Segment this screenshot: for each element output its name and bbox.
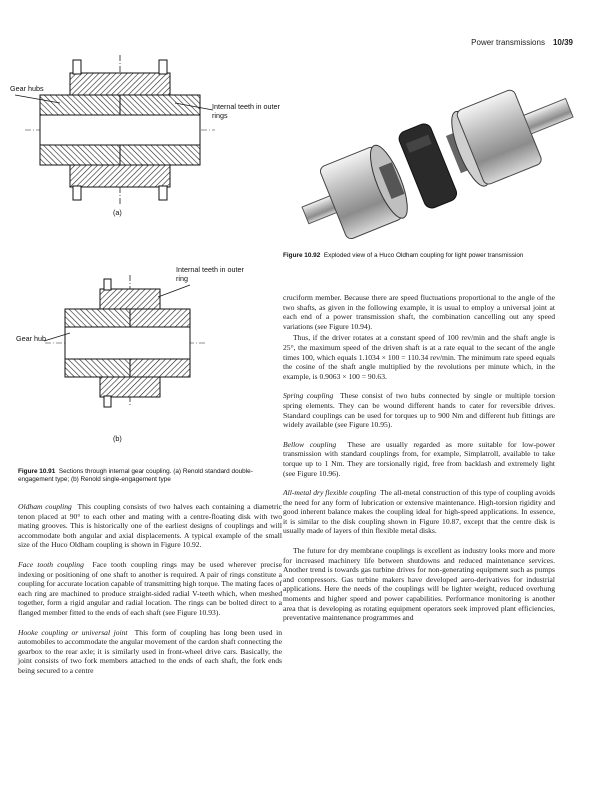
- caption-figure-10-92: [283, 252, 553, 260]
- caption-number: Figure 10.92: [283, 252, 321, 259]
- caption-figure-10-91: [18, 468, 280, 484]
- figure-10-91b-drawing: [40, 275, 210, 410]
- paragraph-cruciform: cruciform member. Because there are speed fluctuations proportional to the angle of the two shafts, as given in the following example, it is usual to employ a universal joint at each end of a power transmission shaft, the combination cancelling out any speed variations (see Figure 10.94).: [283, 293, 555, 331]
- paragraph-face-tooth: [18, 560, 282, 618]
- left-column: [18, 502, 282, 686]
- paragraph-text: These are usually regarded as more suitable for low-power transmission with standard couplings from, for example, Simplatroll, available to take torque up to 1 Nm. They are torsionally rigid, free from backlash and extremely light (see Figure 10.96).: [283, 439, 556, 478]
- running-header: [471, 38, 573, 47]
- caption-text: Exploded view of a Huco Oldham coupling for light power transmission: [323, 252, 524, 259]
- paragraph-text: These consist of two hubs connected by single or multiple torsion spring elements. They can be wound different hands to cater for reversible drives. Standard couplings can be used for torques up to 900 Nm and different hub fittings are widely available (see Figure 10.95).: [283, 391, 556, 430]
- run-in-heading: Face tooth coupling: [18, 559, 84, 569]
- subfigure-label-b: (b): [113, 434, 122, 443]
- run-in-heading: Oldham coupling: [18, 502, 72, 511]
- label-internal-teeth-a: Internal teeth in outer rings: [212, 102, 280, 120]
- paragraph-all-metal: [283, 488, 555, 536]
- label-gear-hubs: Gear hubs: [10, 84, 44, 93]
- paragraph-example: Thus, if the driver rotates at a constant speed of 100 rev/min and the shaft angle is 25°, the maximum speed of the driven shaft is at a rate equal to the secant of the angle times 100, which equals 1.1034 × 100 = 110.34 rev/min. The minimum rate speed equals the cosine of the shaft angle multiplied by the revolutions per minute which, in the example, is 0.9063 × 100 = 90.63.: [283, 333, 555, 381]
- figure-10-91a-drawing: [15, 55, 225, 210]
- caption-text: Sections through internal gear coupling. (a) Renold standard double-engagement type; (b) Renold single-engagement type: [18, 468, 253, 484]
- figure-10-92-photo: [280, 55, 580, 245]
- paragraph-text: Face tooth coupling rings may be used wherever precise indexing or positioning of one shaft to another is required. A pair of rings constitute a coupling for accurate location capable of transmitting high torque. The mating faces of each ring are machined to produce straight-sided radial V-teeth which, when meshed together, form a rigid angular and radial location. The rings can be bolted direct to a flanged member fitted to the ends of each shaft (see Figure 10.93).: [18, 559, 282, 617]
- paragraph-text: The all-metal construction of this type of coupling avoids the need for any form of lubrication or extensive maintenance. High-torsion rigidity and good inherent balance makes the coupling ideal for high-speed applications. In essence, it is similar to the disk coupling shown in Figure 10.87, except that the centre disk is usually made of layers of thin flexible metal disks.: [283, 488, 556, 536]
- paragraph-text: This coupling consists of two halves each containing a diametric tenon placed at 90° to each other and mating with a centre-floating disk with two mating grooves. This is historically one of the earliest designs of couplings and will accommodate both angular and axial displacements. A typical example of the small size of the Huco Oldham coupling is shown in Figure 10.92.: [18, 502, 282, 550]
- run-in-heading: Hooke coupling or universal joint: [18, 627, 128, 637]
- caption-number: Figure 10.91: [18, 468, 56, 475]
- paragraph-spring: [283, 391, 555, 429]
- paragraph-oldham: [18, 502, 282, 550]
- paragraph-hooke: [18, 628, 282, 676]
- run-in-heading: Bellow coupling: [283, 439, 337, 449]
- paragraph-bellow: [283, 440, 555, 478]
- paragraph-text: This form of coupling has long been used in automobiles to accommodate the angular movement of the cardon shaft connecting the gearbox to the rear axle; it is similarly used in front-wheel drive cars. Basically, the joint consists of two fork members attached to the ends of each shaft, the fork ends being secured to a centre: [18, 627, 282, 675]
- run-in-heading: All-metal dry flexible coupling: [283, 488, 377, 498]
- header-section: Power transmissions: [471, 38, 545, 47]
- label-internal-teeth-b: Internal teeth in outer ring: [176, 265, 244, 283]
- label-gear-hub: Gear hub: [16, 334, 46, 343]
- header-page-number: 10/39: [552, 38, 573, 47]
- run-in-heading: Spring coupling: [283, 391, 334, 401]
- subfigure-label-a: (a): [113, 208, 122, 217]
- paragraph-future: The future for dry membrane couplings is excellent as industry looks more and more for increased machinery life between shutdowns and reduced maintenance services. Another trend is towards gas turbine drives for non-generating equipment such as pumps and compressors. Gas turbine makers have developed aero-derivatives for industrial applications. Here the needs of the couplings will be lighter weight, reduced overhung moments and higher speed and power capabilities. Performance monitoring is another area that is developing as rotating equipment operators seek improved plant efficiencies, preventative maintenance programmes and: [283, 546, 555, 623]
- right-column: [283, 293, 555, 633]
